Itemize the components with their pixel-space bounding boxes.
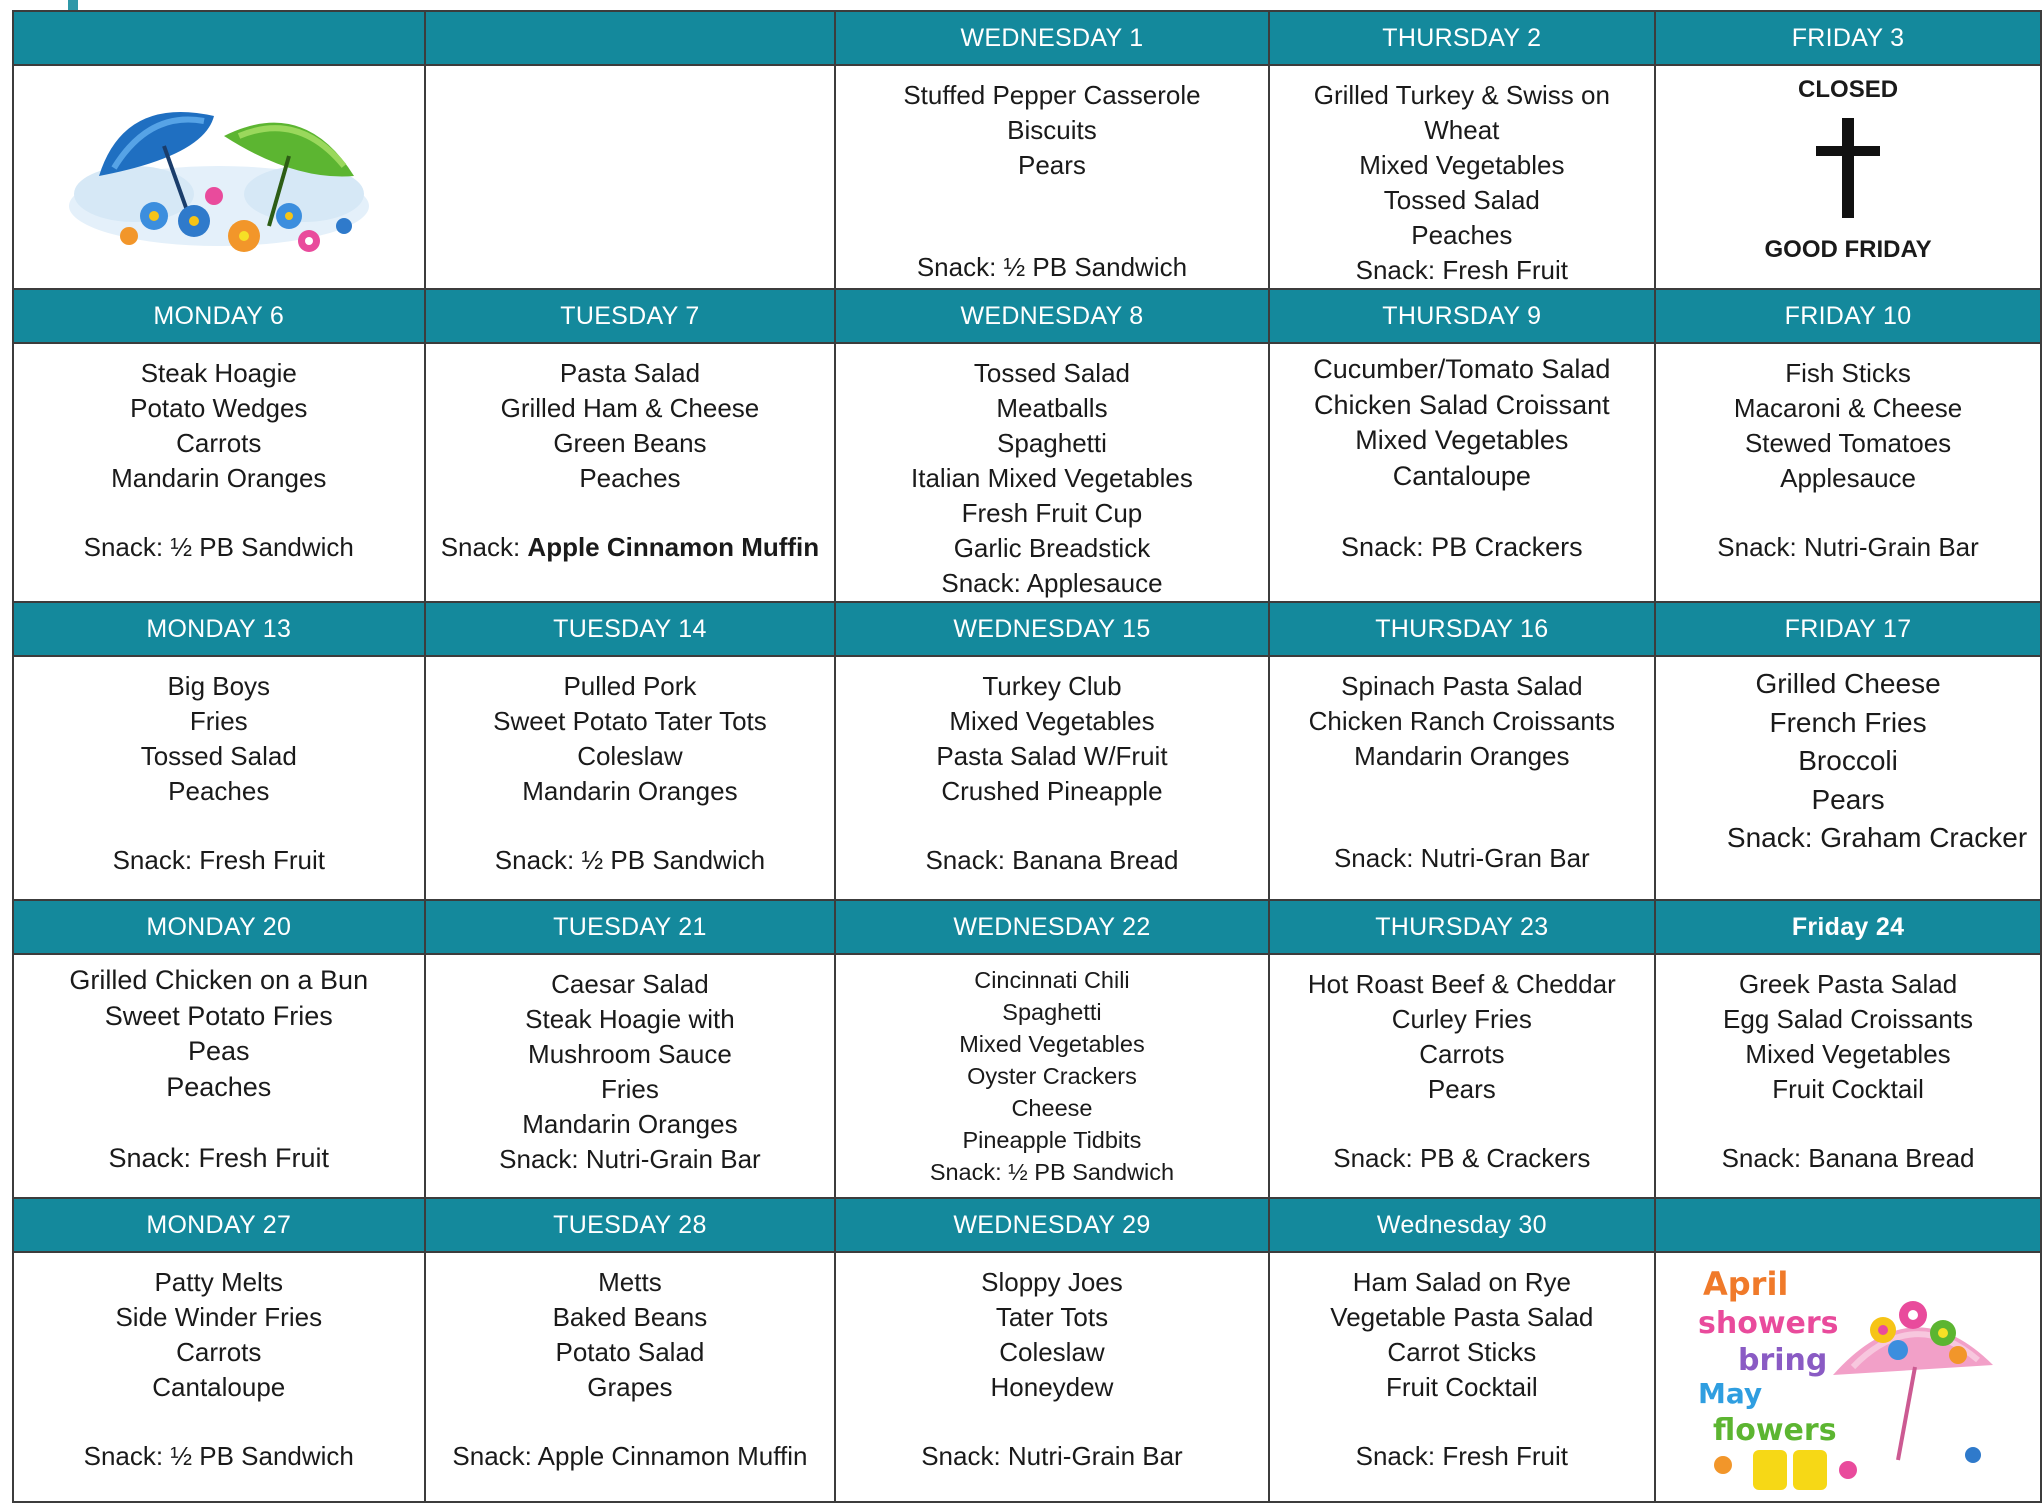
snack-line: Snack: Apple Cinnamon Muffin xyxy=(452,1440,808,1471)
snack-line: Snack: Fresh Fruit xyxy=(1355,255,1569,285)
menu-line: Carrots xyxy=(176,1337,262,1367)
menu-line: Peaches xyxy=(579,463,681,493)
snack-line: Snack: Graham Cracker xyxy=(1726,822,2028,853)
week-3-menu-row xyxy=(13,656,2041,900)
menu-cell xyxy=(1655,656,2041,900)
menu-line: Grilled Cheese xyxy=(1755,668,1941,699)
day-header: TUESDAY 7 xyxy=(425,289,836,343)
menu-line: Mixed Vegetables xyxy=(959,1031,1145,1057)
menu-line: Grilled Ham & Cheese xyxy=(500,393,760,423)
menu-line: Ham Salad on Rye xyxy=(1352,1267,1571,1297)
menu-cell xyxy=(13,954,425,1198)
week-5-header-row xyxy=(13,1198,2041,1252)
menu-line: Italian Mixed Vegetables xyxy=(911,463,1193,493)
menu-line: Sloppy Joes xyxy=(981,1267,1123,1297)
menu-cell xyxy=(425,1252,836,1502)
menu-cell xyxy=(13,656,425,900)
snack-line: Snack: ½ PB Sandwich xyxy=(83,531,354,562)
snack-line: Snack: Fresh Fruit xyxy=(108,1142,330,1173)
empty-cell xyxy=(425,65,836,289)
day-header: FRIDAY 10 xyxy=(1655,289,2041,343)
menu-cell xyxy=(13,343,425,602)
menu-line: Grilled Chicken on a Bun xyxy=(69,965,369,995)
menu-line: Big Boys xyxy=(167,671,271,701)
menu-line: Fries xyxy=(189,706,248,736)
snack-line: Snack: Fresh Fruit xyxy=(1355,1440,1569,1471)
snack-line: Snack: PB Crackers xyxy=(1341,531,1583,562)
menu-line: Tossed Salad xyxy=(973,358,1130,388)
menu-line: Pasta Salad W/Fruit xyxy=(936,741,1168,771)
menu-line: Broccoli xyxy=(1798,745,1898,776)
menu-line: Carrots xyxy=(176,428,262,458)
menu-line: Side Winder Fries xyxy=(115,1302,323,1332)
menu-cell xyxy=(835,656,1268,900)
menu-line: Meatballs xyxy=(996,393,1108,423)
week-4-header-row xyxy=(13,900,2041,954)
snack-line: Snack: ½ PB Sandwich xyxy=(929,1159,1175,1185)
day-header: THURSDAY 23 xyxy=(1269,900,1656,954)
menu-cell xyxy=(425,656,836,900)
day-header xyxy=(1655,1198,2041,1252)
menu-line: Peaches xyxy=(166,1071,272,1102)
menu-line: Biscuits xyxy=(1007,115,1097,145)
menu-line: Fruit Cocktail xyxy=(1772,1074,1924,1104)
snack-line: Snack: Fresh Fruit xyxy=(112,844,325,875)
april-showers-image-cell xyxy=(1655,1252,2041,1502)
snack-line: Snack: Banana Bread xyxy=(1721,1142,1975,1173)
menu-cell xyxy=(835,1252,1268,1502)
menu-line: Pineapple Tidbits xyxy=(962,1127,1142,1153)
menu-line: Fries xyxy=(601,1074,659,1104)
menu-line: Mixed Vegetables xyxy=(1359,150,1565,180)
menu-line: Carrot Sticks xyxy=(1387,1337,1537,1367)
menu-line: Pears xyxy=(1017,150,1086,180)
snack-line: Snack: Nutri-Grain Bar xyxy=(1717,531,1979,562)
menu-line: Garlic Breadstick xyxy=(953,533,1151,563)
week-4-menu-row xyxy=(13,954,2041,1198)
menu-line: Baked Beans xyxy=(552,1302,708,1332)
day-header xyxy=(425,11,836,65)
menu-line: Cucumber/Tomato Salad xyxy=(1313,354,1611,384)
snack-line: Snack: ½ PB Sandwich xyxy=(494,844,766,875)
menu-line: Carrots xyxy=(1419,1039,1505,1069)
umbrellas-and-flowers-image xyxy=(54,66,384,266)
menu-line: Pasta Salad xyxy=(559,358,701,388)
menu-line: Stuffed Pepper Casserole xyxy=(903,80,1201,110)
menu-line: Spinach Pasta Salad xyxy=(1341,671,1583,701)
day-header: WEDNESDAY 8 xyxy=(835,289,1268,343)
menu-line: Pears xyxy=(1427,1074,1496,1104)
snack-line: Snack: Nutri-Grain Bar xyxy=(499,1144,761,1174)
menu-line: Peaches xyxy=(1411,220,1513,250)
menu-line: Stewed Tomatoes xyxy=(1744,428,1952,458)
april-showers-image xyxy=(1683,1255,2013,1495)
menu-line: Mandarin Oranges xyxy=(522,776,738,806)
menu-line: Grapes xyxy=(587,1372,673,1402)
menu-line: Wheat xyxy=(1424,115,1500,145)
day-header xyxy=(13,11,425,65)
menu-cell xyxy=(835,65,1268,289)
lunch-menu-calendar xyxy=(12,10,2042,1503)
menu-line: Turkey Club xyxy=(982,671,1122,701)
menu-line: Grilled Turkey & Swiss on xyxy=(1313,80,1610,110)
image-word: April xyxy=(1703,1265,1789,1303)
week-2-menu-row xyxy=(13,343,2041,602)
snack-line: Snack: Banana Bread xyxy=(925,844,1179,875)
menu-line: Sweet Potato Fries xyxy=(104,1000,333,1031)
snack-line: Snack: PB & Crackers xyxy=(1333,1142,1591,1173)
menu-line: Egg Salad Croissants xyxy=(1723,1004,1974,1034)
menu-line: Green Beans xyxy=(553,428,707,458)
week-1-menu-row xyxy=(13,65,2041,289)
menu-line: Metts xyxy=(598,1267,662,1297)
menu-line: Steak Hoagie xyxy=(140,358,297,388)
day-header: WEDNESDAY 29 xyxy=(835,1198,1268,1252)
day-header: WEDNESDAY 22 xyxy=(835,900,1268,954)
menu-line: Cantaloupe xyxy=(1392,460,1531,491)
image-word: May xyxy=(1698,1377,1763,1410)
menu-line: Coleslaw xyxy=(999,1337,1105,1367)
menu-cell xyxy=(1269,65,1656,289)
menu-line: Coleslaw xyxy=(577,741,683,771)
week-1-header-row xyxy=(13,11,2041,65)
menu-line: Mushroom Sauce xyxy=(528,1039,732,1069)
week-5-menu-row xyxy=(13,1252,2041,1502)
snack-item: Apple Cinnamon Muffin xyxy=(527,531,820,562)
menu-line: Potato Wedges xyxy=(130,393,308,423)
menu-line: Steak Hoagie with xyxy=(525,1004,735,1034)
menu-line: Peaches xyxy=(168,776,270,806)
menu-cell xyxy=(1269,954,1656,1198)
day-header: FRIDAY 17 xyxy=(1655,602,2041,656)
menu-line: Tossed Salad xyxy=(140,741,297,771)
menu-line: Chicken Ranch Croissants xyxy=(1308,706,1616,736)
menu-line: Pulled Pork xyxy=(563,671,697,701)
snack-line: Snack: Nutri-Gran Bar xyxy=(1333,843,1590,873)
closed-label: CLOSED xyxy=(1798,76,1899,103)
day-header: THURSDAY 16 xyxy=(1269,602,1656,656)
menu-line: Sweet Potato Tater Tots xyxy=(493,706,767,736)
image-word: flowers xyxy=(1713,1413,1837,1448)
day-header: MONDAY 13 xyxy=(13,602,425,656)
menu-line: Tater Tots xyxy=(995,1302,1109,1332)
menu-line: Greek Pasta Salad xyxy=(1738,969,1958,999)
menu-line: Applesauce xyxy=(1780,463,1916,493)
menu-line: Mixed Vegetables xyxy=(1745,1039,1951,1069)
week-2-header-row xyxy=(13,289,2041,343)
day-header: FRIDAY 3 xyxy=(1655,11,2041,65)
snack-line: Snack: ½ PB Sandwich xyxy=(916,252,1188,282)
day-header: THURSDAY 2 xyxy=(1269,11,1656,65)
menu-line: Crushed Pineapple xyxy=(941,776,1163,806)
menu-line: Fish Sticks xyxy=(1785,358,1911,388)
menu-line: Mixed Vegetables xyxy=(949,706,1155,736)
day-header: TUESDAY 14 xyxy=(425,602,836,656)
menu-cell xyxy=(1269,656,1656,900)
day-header: Wednesday 30 xyxy=(1269,1198,1656,1252)
week-3-header-row xyxy=(13,602,2041,656)
menu-line: Potato Salad xyxy=(555,1337,705,1367)
image-word: showers xyxy=(1698,1306,1839,1341)
menu-line: Honeydew xyxy=(990,1372,1114,1402)
menu-cell xyxy=(425,343,836,602)
snack-line: Snack: Nutri-Grain Bar xyxy=(921,1440,1183,1471)
menu-line: Spaghetti xyxy=(997,428,1107,458)
menu-line: Fruit Cocktail xyxy=(1385,1372,1538,1402)
cross-icon xyxy=(1816,118,1880,218)
closed-cell xyxy=(1655,65,2041,289)
menu-line: Tossed Salad xyxy=(1383,185,1540,215)
menu-line: Pears xyxy=(1811,783,1885,815)
menu-line: Patty Melts xyxy=(154,1267,284,1297)
day-header: TUESDAY 21 xyxy=(425,900,836,954)
menu-line: Cantaloupe xyxy=(152,1372,286,1402)
menu-line: Macaroni & Cheese xyxy=(1733,393,1963,423)
menu-line: Chicken Salad Croissant xyxy=(1314,389,1610,420)
snack-line: Snack: Applesauce xyxy=(941,568,1163,598)
day-header: MONDAY 6 xyxy=(13,289,425,343)
menu-line: Mixed Vegetables xyxy=(1355,425,1569,455)
day-header: MONDAY 27 xyxy=(13,1198,425,1252)
snack-line xyxy=(426,530,835,565)
menu-cell xyxy=(1269,1252,1656,1502)
menu-cell xyxy=(835,954,1268,1198)
menu-line: Spaghetti xyxy=(1002,999,1102,1025)
menu-line: Caesar Salad xyxy=(551,969,709,999)
menu-cell xyxy=(425,954,836,1198)
day-header: THURSDAY 9 xyxy=(1269,289,1656,343)
menu-line: Fresh Fruit Cup xyxy=(961,498,1143,528)
day-header: Friday 24 xyxy=(1655,900,2041,954)
menu-line: Peas xyxy=(187,1036,250,1066)
menu-line: Cincinnati Chili xyxy=(974,967,1130,993)
good-friday-label: GOOD FRIDAY xyxy=(1764,236,1932,263)
menu-cell xyxy=(1655,343,2041,602)
day-header: MONDAY 20 xyxy=(13,900,425,954)
menu-line: Mandarin Oranges xyxy=(111,463,327,493)
day-header: TUESDAY 28 xyxy=(425,1198,836,1252)
snack-prefix: Snack: xyxy=(440,531,528,562)
day-header: WEDNESDAY 15 xyxy=(835,602,1268,656)
menu-line: Mandarin Oranges xyxy=(522,1109,738,1139)
menu-line: Vegetable Pasta Salad xyxy=(1330,1302,1594,1332)
menu-cell xyxy=(835,343,1268,602)
menu-line: Cheese xyxy=(1011,1095,1093,1121)
menu-cell xyxy=(1269,343,1656,602)
menu-line: French Fries xyxy=(1769,706,1927,738)
image-word: bring xyxy=(1738,1343,1828,1378)
menu-line: Curley Fries xyxy=(1391,1004,1532,1034)
umbrellas-image-cell xyxy=(13,65,425,289)
menu-line: Hot Roast Beef & Cheddar xyxy=(1307,969,1616,999)
day-header: WEDNESDAY 1 xyxy=(835,11,1268,65)
menu-line: Oyster Crackers xyxy=(967,1063,1137,1089)
menu-cell xyxy=(13,1252,425,1502)
menu-cell xyxy=(1655,954,2041,1198)
snack-line: Snack: ½ PB Sandwich xyxy=(83,1440,354,1471)
menu-line: Mandarin Oranges xyxy=(1354,741,1570,771)
